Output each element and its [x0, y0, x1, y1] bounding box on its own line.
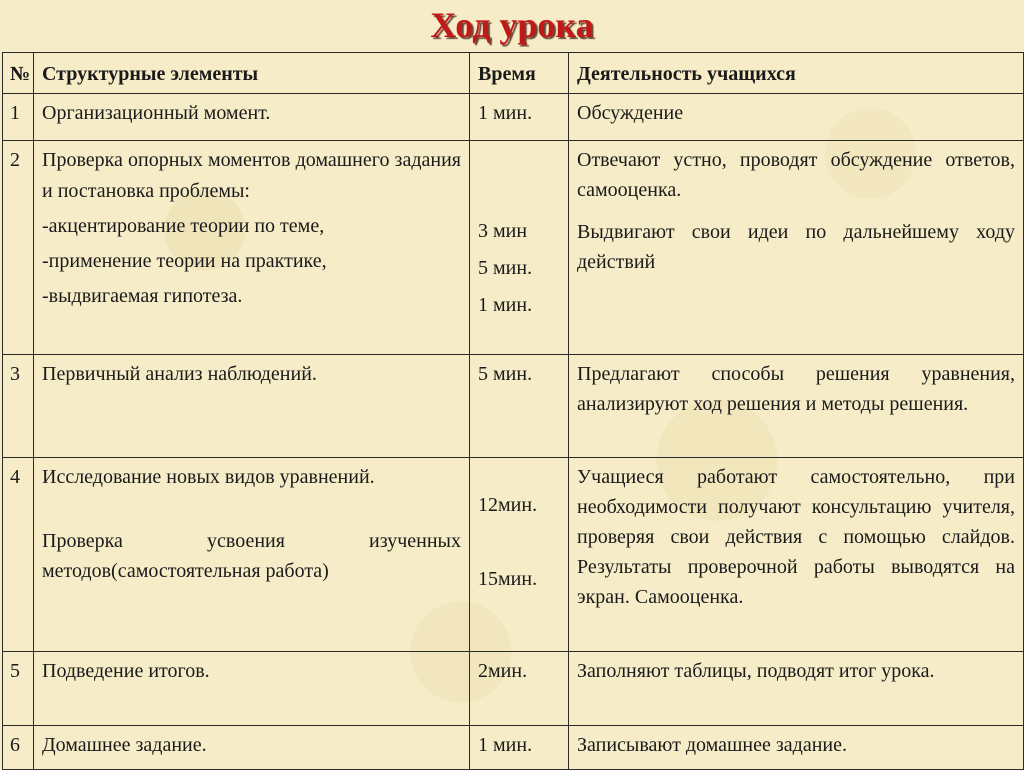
element-cell — [34, 458, 470, 652]
time-cell: 5 мин. — [470, 355, 569, 458]
activity-cell: Заполняют таблицы, подводят итог урока. — [569, 652, 1024, 726]
table-row — [3, 726, 1024, 770]
element-text: Проверка опорных моментов домашнего задания и постановка проблемы: — [42, 149, 461, 202]
element-text: Проверка усвоения изученных методов(самостоятельная работа) — [42, 530, 461, 582]
time-cell — [470, 141, 569, 355]
row-number: 2 — [3, 141, 34, 355]
time-value: 12мин. — [478, 494, 538, 516]
activity-cell: Записывают домашнее задание. — [569, 726, 1024, 770]
activity-text: Выдвигают свои идеи по дальнейшему ходу действий — [577, 221, 1015, 273]
sub-item: -выдвигаемая гипотеза. — [42, 285, 243, 307]
time-cell — [470, 458, 569, 652]
row-number: 5 — [3, 652, 34, 726]
page-title: Ход урока — [430, 5, 594, 45]
table-row — [3, 94, 1024, 141]
element-cell: Домашнее задание. — [34, 726, 470, 770]
time-value: 3 мин — [478, 220, 528, 242]
table-row — [3, 355, 1024, 458]
table-header-row — [3, 53, 1024, 94]
activity-cell: Предлагают способы решения уравнения, анализируют ход решения и методы решения. — [569, 355, 1024, 458]
element-cell — [34, 141, 470, 355]
lesson-plan-table — [2, 52, 1024, 770]
activity-cell — [569, 141, 1024, 355]
sub-item: -применение теории на практике, — [42, 250, 327, 272]
activity-cell: Учащиеся работают самостоятельно, при необходимости получают консультацию учителя, проверяя свои действия с помощью слайдов. Результаты проверочной работы выводятся на экран. Самооценка. — [569, 458, 1024, 652]
header-number: № — [3, 53, 34, 94]
time-cell: 2мин. — [470, 652, 569, 726]
header-structural-elements: Структурные элементы — [34, 53, 470, 94]
row-number: 6 — [3, 726, 34, 770]
activity-text: Отвечают устно, проводят обсуждение ответов, самооценка. — [577, 149, 1015, 201]
time-value: 1 мин. — [478, 294, 533, 316]
element-text: Исследование новых видов уравнений. — [42, 466, 375, 488]
element-cell: Первичный анализ наблюдений. — [34, 355, 470, 458]
header-student-activity: Деятельность учащихся — [569, 53, 1024, 94]
time-cell: 1 мин. — [470, 94, 569, 141]
row-number: 1 — [3, 94, 34, 141]
time-value: 15мин. — [478, 568, 538, 590]
element-cell: Организационный момент. — [34, 94, 470, 141]
header-time: Время — [470, 53, 569, 94]
table-row — [3, 652, 1024, 726]
activity-cell: Обсуждение — [569, 94, 1024, 141]
sub-item: -акцентирование теории по теме, — [42, 215, 325, 237]
time-cell: 1 мин. — [470, 726, 569, 770]
table-row — [3, 141, 1024, 355]
table-row — [3, 458, 1024, 652]
element-cell: Подведение итогов. — [34, 652, 470, 726]
row-number: 3 — [3, 355, 34, 458]
row-number: 4 — [3, 458, 34, 652]
time-value: 5 мин. — [478, 257, 533, 279]
